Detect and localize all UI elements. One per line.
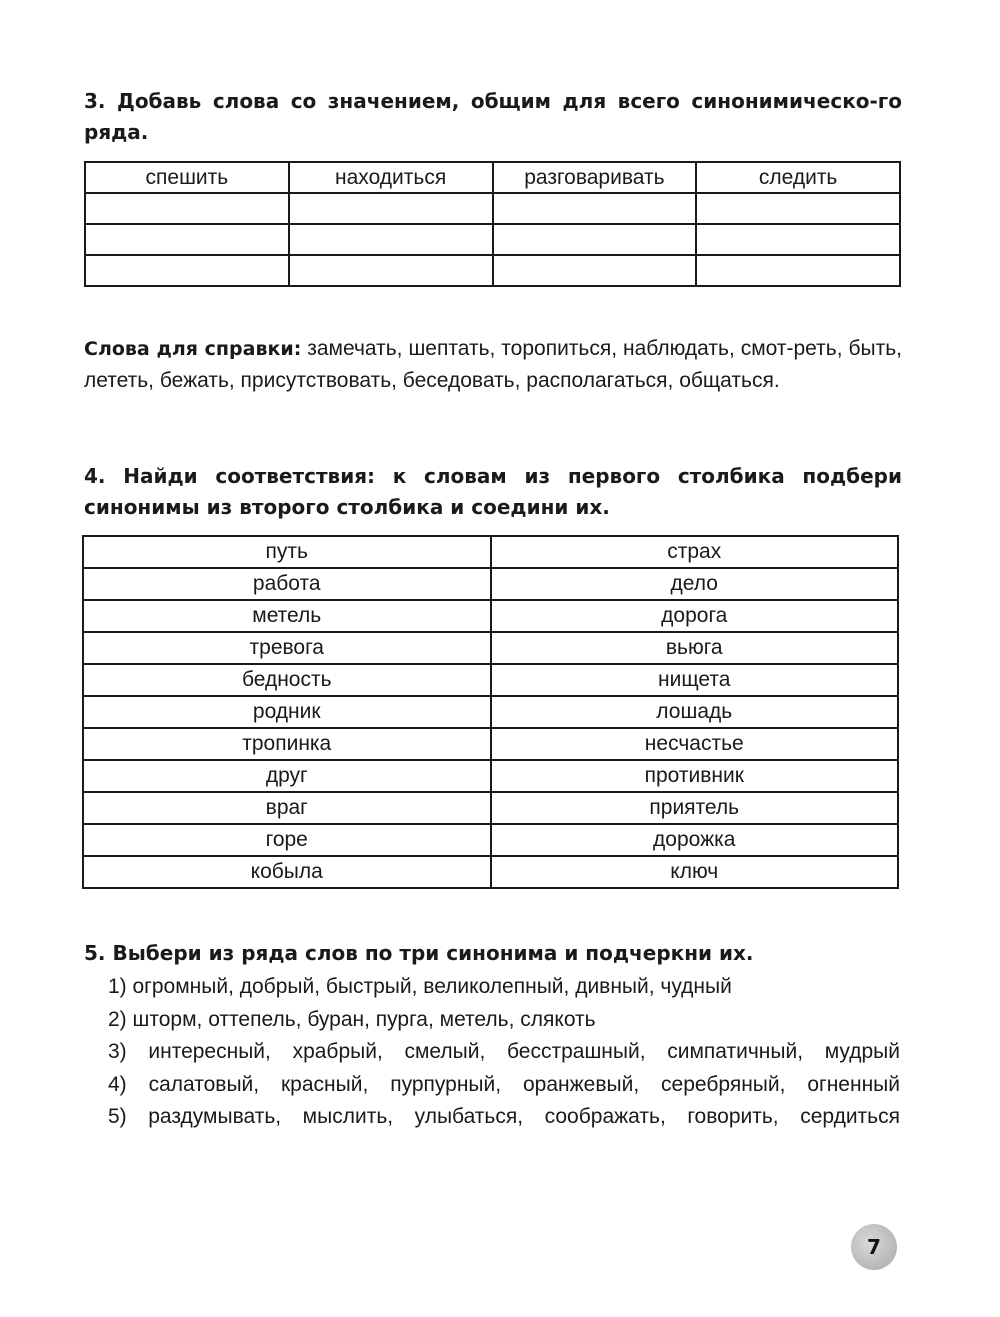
right-word[interactable]: дорога: [491, 600, 899, 632]
header-cell: следить: [696, 162, 900, 193]
blank-cell[interactable]: [696, 255, 900, 286]
table-row: [83, 536, 898, 568]
word-row[interactable]: 1) огромный, добрый, быстрый, великолепный, дивный, чудный: [108, 975, 732, 998]
left-word[interactable]: родник: [83, 696, 491, 728]
right-word[interactable]: ключ: [491, 856, 899, 888]
table-row: [85, 255, 900, 286]
table-row: [83, 664, 898, 696]
table-row: [83, 792, 898, 824]
table-row: [85, 224, 900, 255]
blank-cell[interactable]: [696, 224, 900, 255]
left-word[interactable]: путь: [83, 536, 491, 568]
blank-cell[interactable]: [85, 255, 289, 286]
word-row[interactable]: 5) раздумывать, мыслить, улыбаться, соображать, говорить, сердиться: [108, 1105, 900, 1128]
header-cell: разговаривать: [493, 162, 697, 193]
task-4-title: 4. Найди соответствия: к словам из первого столбика подбери синонимы из второго столбика и соедини их.: [84, 464, 902, 519]
blank-cell[interactable]: [493, 224, 697, 255]
right-word[interactable]: дорожка: [491, 824, 899, 856]
blank-cell[interactable]: [696, 193, 900, 224]
reference-label: Слова для справки:: [84, 338, 302, 360]
table-row: [83, 824, 898, 856]
right-word[interactable]: вьюга: [491, 632, 899, 664]
left-word[interactable]: друг: [83, 760, 491, 792]
table-header-row: [85, 162, 900, 193]
blank-cell[interactable]: [493, 255, 697, 286]
left-word[interactable]: метель: [83, 600, 491, 632]
right-word[interactable]: приятель: [491, 792, 899, 824]
left-word[interactable]: тропинка: [83, 728, 491, 760]
right-word[interactable]: нищета: [491, 664, 899, 696]
table-row: [83, 568, 898, 600]
synonym-rows-list: [108, 971, 900, 1134]
table-row: [83, 728, 898, 760]
blank-cell[interactable]: [85, 224, 289, 255]
word-row[interactable]: 2) шторм, оттепель, буран, пурга, метель, слякоть: [108, 1007, 596, 1031]
blank-cell[interactable]: [289, 224, 493, 255]
word-row[interactable]: 3) интересный, храбрый, смелый, бесстрашный, симпатичный, мудрый: [108, 1040, 900, 1063]
table-row: [83, 600, 898, 632]
reference-text: замечать, шептать, торопиться, наблюдать, смот-реть, быть, лететь, бежать, присутствовать, беседовать, располагаться, общаться.: [84, 337, 902, 392]
page-number: 7: [851, 1224, 897, 1270]
table-row: [83, 760, 898, 792]
task-3-table: [84, 161, 901, 287]
left-word[interactable]: горе: [83, 824, 491, 856]
left-word[interactable]: враг: [83, 792, 491, 824]
right-word[interactable]: страх: [491, 536, 899, 568]
blank-cell[interactable]: [85, 193, 289, 224]
reference-words: [84, 333, 902, 396]
right-word[interactable]: противник: [491, 760, 899, 792]
blank-cell[interactable]: [493, 193, 697, 224]
word-row[interactable]: 4) салатовый, красный, пурпурный, оранжевый, серебряный, огненный: [108, 1072, 900, 1096]
left-word[interactable]: кобыла: [83, 856, 491, 888]
right-word[interactable]: дело: [491, 568, 899, 600]
right-word[interactable]: несчастье: [491, 728, 899, 760]
table-row: [83, 696, 898, 728]
table-row: [83, 856, 898, 888]
table-row: [85, 193, 900, 224]
left-word[interactable]: бедность: [83, 664, 491, 696]
task-4-table: [82, 535, 899, 889]
left-word[interactable]: тревога: [83, 632, 491, 664]
blank-cell[interactable]: [289, 255, 493, 286]
left-word[interactable]: работа: [83, 568, 491, 600]
task-3-title: 3. Добавь слова со значением, общим для всего синонимическо-го ряда.: [84, 89, 902, 144]
header-cell: спешить: [85, 162, 289, 193]
table-row: [83, 632, 898, 664]
right-word[interactable]: лошадь: [491, 696, 899, 728]
header-cell: находиться: [289, 162, 493, 193]
task-5-title: 5. Выбери из ряда слов по три синонима и подчеркни их.: [84, 941, 754, 965]
blank-cell[interactable]: [289, 193, 493, 224]
